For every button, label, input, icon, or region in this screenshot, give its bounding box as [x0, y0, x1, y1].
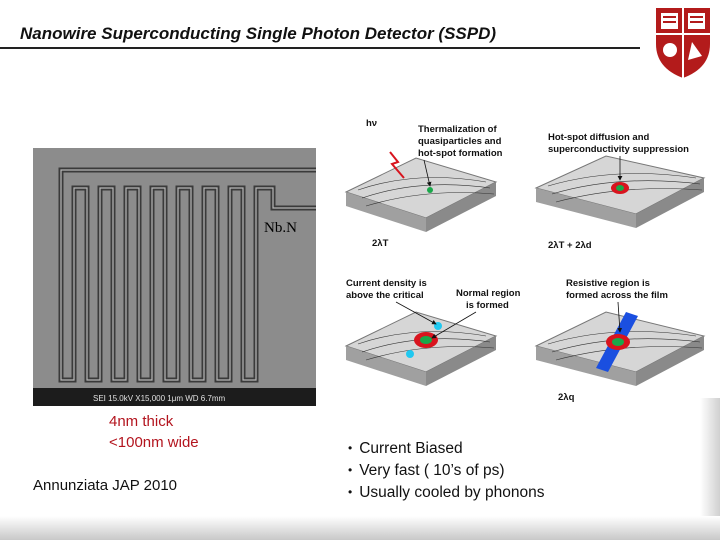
panel1-caption-2: quasiparticles and [418, 136, 502, 147]
panel2-caption-2: superconductivity suppression [548, 144, 689, 155]
panel3-note-2: is formed [466, 300, 509, 311]
decorative-edge-bottom [0, 516, 720, 540]
citation: Annunziata JAP 2010 [33, 477, 178, 494]
photon-label: hν [366, 118, 378, 129]
panel2-scale: 2λT + 2λd [548, 240, 592, 251]
wire-dimensions [109, 411, 199, 453]
panel-thermalization [346, 118, 503, 249]
panel4-scale: 2λq [558, 392, 575, 403]
hotspot-mechanism-diagram [336, 110, 712, 408]
title-divider [0, 47, 640, 49]
sem-micrograph [33, 148, 316, 406]
panel1-caption-3: hot-spot formation [418, 148, 503, 159]
panel-diffusion [536, 132, 704, 251]
feature-list [348, 438, 544, 504]
panel3-caption-1: Current density is [346, 278, 427, 289]
panel-resistive-region [536, 278, 704, 403]
panel-current-density [346, 278, 521, 386]
panel4-caption-2: formed across the film [566, 290, 668, 301]
panel3-note-1: Normal region [456, 288, 521, 299]
panel4-caption-1: Resistive region is [566, 278, 650, 289]
list-item: • Current Biased [348, 438, 544, 460]
width-text: <100nm wide [109, 434, 199, 451]
university-shield-icon [652, 4, 714, 80]
material-label: Nb.N [264, 220, 297, 236]
panel1-scale: 2λT [372, 238, 389, 249]
list-item: • Very fast ( 10’s of ps) [348, 460, 544, 482]
sem-scale-bar: SEI 15.0kV X15,000 1μm WD 6.7mm [93, 394, 226, 403]
thickness-text: 4nm thick [109, 413, 174, 430]
panel3-caption-2: above the critical [346, 290, 424, 301]
list-item: • Usually cooled by phonons [348, 482, 544, 504]
panel1-caption-1: Thermalization of [418, 124, 497, 135]
slide-title: Nanowire Superconducting Single Photon Detector (SSPD) [20, 24, 497, 43]
panel2-caption-1: Hot-spot diffusion and [548, 132, 650, 143]
